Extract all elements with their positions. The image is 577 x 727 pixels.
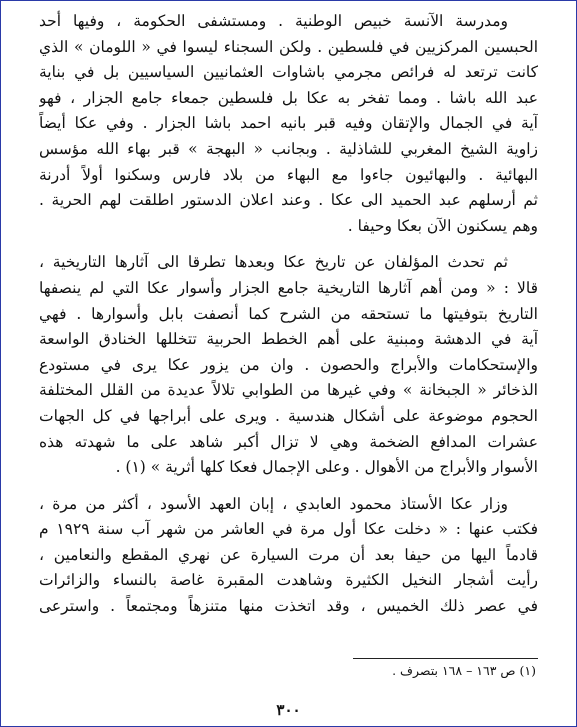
- text-line: كانت ترتعد له فرائص مجرمي باشاوات العثمانيين السياسيين بل في بناية: [39, 63, 538, 82]
- text-line: عشرات المدافع الضخمة وهي لا تزال أكبر شاهد على ما شهدته هذه: [39, 432, 538, 451]
- page-number: ٣٠٠: [276, 701, 301, 719]
- text-line: الحبسين المركزيين في فلسطين . ولكن السجناء ليسوا في « اللومان » الذي: [39, 37, 538, 56]
- text-line: ثم تحدث المؤلفان عن تاريخ عكا وبعدها تطرقا الى آثارها التاريخية ،: [39, 253, 508, 272]
- text-line: ثم أرسلهم عبد الحميد الى عكا . وعند اعلان الدستور اطلقت لهم الحرية .: [39, 191, 538, 210]
- text-line: والإستحكامات والأبراج والحصون . وان من يزور عكا يرى في مستودع: [39, 355, 538, 374]
- text-line: زاوية الشيخ المغربي للشاذلية . وبجانب « البهجة » قبر بهاء الله مؤسس: [39, 139, 538, 158]
- footnote: (١) ص ١٦٣ – ١٦٨ بتصرف .: [392, 663, 536, 678]
- text-line: التاريخ بتوفيتها ما تستحقه من الشرح كما أنصفت بابل وأسوارها . فهي: [39, 304, 538, 323]
- text-line: فكتب عنها : « دخلت عكا أول مرة في العاشر من شهر آب سنة ١٩٢٩ م: [39, 520, 538, 539]
- text-line: رأيت أشجار النخيل الكثيرة وشاهدت المقبرة غاصة بالنساء والزائرات: [39, 571, 538, 590]
- text-line: البهائية . والبهائيون جاءوا مع البهاء من بلاد فارس وسكنوا أولاً أدرنة: [39, 165, 538, 184]
- text-line: آية في الدهشة ومبنية على أهم الخطط الحربية تتخللها الخنادق الواسعة: [39, 330, 538, 349]
- text-line: وزار عكا الأستاذ محمود العابدي ، إبان العهد الأسود ، أكثر من مرة ،: [39, 494, 508, 513]
- text-line: عبد الله باشا . ومما تفخر به عكا بل فلسطين جمعاء جامع الجزار ، فهو: [39, 88, 538, 107]
- text-line: وهم يسكنون الآن بعكا وحيفا .: [347, 216, 538, 235]
- footnote-divider: [353, 658, 538, 659]
- text-line: قالا : « ومن أهم آثارها التاريخية جامع الجزار وأسوار عكا التي لم ينصفها: [39, 278, 538, 297]
- text-line: الذخائر « الجبخانة » وفي غيرها من الطوابي تلالاً عديدة من القلل المختلفة: [39, 381, 538, 400]
- text-line: في عصر ذلك الخميس ، وقد اتخذت منها متنزهاً ومجتمعاً . واسترعى: [39, 597, 538, 616]
- text-line: الحجوم موضوعة على أشكال هندسية . ويرى على أبراجها في كل الجهات: [39, 406, 538, 425]
- text-line: قادماً اليها من حيفا بعد أن مرت السيارة عن نهري المقطع والنعامين ،: [39, 545, 538, 564]
- paragraph-2: [39, 250, 538, 480]
- page-body: [39, 9, 538, 620]
- text-line: ومدرسة الآنسة خبيص الوطنية . ومستشفى الحكومة ، وفيها أحد: [39, 12, 508, 30]
- paragraph-1: [39, 9, 538, 239]
- text-line: آية في الجمال والإتقان وفيه قبر بانيه احمد باشا الجزار . وفي عكا أيضاً: [39, 114, 538, 133]
- text-line: الأسوار والأبراج من الأهوال . وعلى الإجمال فعكا كلها أثرية » (١) .: [115, 458, 538, 477]
- paragraph-3: [39, 492, 538, 620]
